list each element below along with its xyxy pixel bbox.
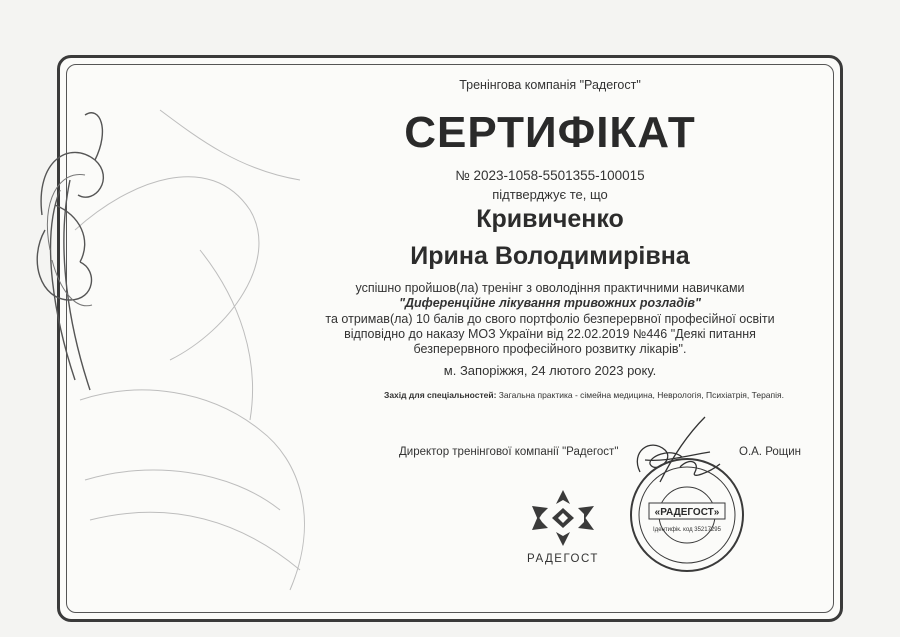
radegost-logo-icon (528, 488, 598, 548)
city-date: м. Запоріжжя, 24 лютого 2023 року. (443, 363, 657, 378)
specialties-line (384, 390, 784, 400)
director-name: О.А. Рощин (739, 446, 801, 458)
specialties-value: Загальна практика - сімейна медицина, Неврологія, Психіатрія, Терапія. (496, 390, 784, 400)
company-line: Тренінгова компанія "Радегост" (459, 78, 641, 92)
certificate-number: № 2023-1058-5501355-100015 (455, 168, 645, 183)
certificate-title: СЕРТИФІКАТ (404, 108, 696, 157)
recipient-surname: Кривиченко (476, 205, 624, 233)
stamp-code: Ідентифік. код 35217295 (653, 527, 721, 533)
body-line: безперервного професійного розвитку лікарів". (413, 342, 687, 356)
training-title: "Диференційне лікування тривожних розладів" (399, 296, 701, 310)
director-title: Директор тренінгової компанії "Радегост" (399, 446, 619, 458)
body-line: успішно пройшов(ла) тренінг з оволодіння практичними навичками (355, 281, 745, 295)
logo-wordmark: РАДЕГОСТ (527, 553, 599, 565)
recipient-given-names: Ирина Володимирівна (410, 242, 690, 270)
company-stamp-icon (627, 455, 747, 575)
confirms-text: підтверджує те, що (492, 187, 608, 202)
body-line: відповідно до наказу МОЗ України від 22.02.2019 №446 "Деякі питання (344, 327, 756, 341)
specialties-label: Захід для спеціальностей: (384, 390, 497, 400)
stamp-center-text: «РАДЕГОСТ» (654, 507, 720, 518)
body-line: та отримав(ла) 10 балів до свого портфоліо безперервної професійної освіти (325, 312, 775, 326)
